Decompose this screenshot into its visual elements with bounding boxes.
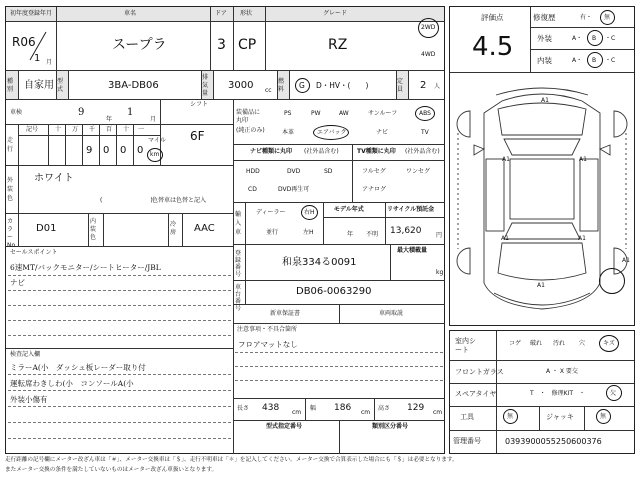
max-load-kg: kg xyxy=(436,269,444,276)
roof xyxy=(510,159,574,219)
reg-date-label: 初年度登録年月 xyxy=(10,10,53,17)
equip-tv: TV xyxy=(421,129,429,136)
equipment-sublabel: (純正のみ) xyxy=(236,127,265,134)
interior-label: 内装色 xyxy=(90,218,97,241)
displacement-value: 3000 xyxy=(228,80,254,91)
ext-grade-b: B xyxy=(592,35,597,42)
manage-value: 0393900055250600376 xyxy=(505,437,602,446)
car-name-label: 車名 xyxy=(124,10,137,17)
length-cm: cm xyxy=(292,409,302,416)
model-year-unknown: 不明 xyxy=(366,231,379,238)
equip-aw: AW xyxy=(339,110,349,117)
cc-unit: cc xyxy=(265,87,272,94)
height-value: 129 xyxy=(407,403,425,413)
import-label: 輸入車 xyxy=(235,211,242,236)
damage-mark: A1 xyxy=(541,97,549,104)
max-load-label: 最大積載量 xyxy=(397,247,428,254)
grade-label: グレード xyxy=(323,10,348,17)
rear-bumper xyxy=(494,293,590,305)
mileage-digit: 0 xyxy=(120,145,127,156)
reg-month: 1 xyxy=(34,53,41,64)
checker-line3: 外装小傷有 xyxy=(10,395,48,404)
import-dealer: ディーラー xyxy=(256,209,286,216)
ext-label: 外装 xyxy=(537,34,552,43)
rear-window xyxy=(504,223,580,239)
ac-value: AAC xyxy=(194,223,215,234)
mileage-header: 十 xyxy=(123,126,130,133)
points-line1: 6速MT/バックモニター/シートヒーター/JBL xyxy=(10,263,161,272)
equipment-label: 装備品に丸印 xyxy=(236,109,261,124)
type-spec-label: 型式指定番号 xyxy=(266,423,303,430)
length-value: 438 xyxy=(262,403,280,413)
equip-sunroof: サンルーフ xyxy=(368,110,398,117)
reg-year: R06 xyxy=(12,35,36,49)
recycle-label: リサイクル預託金 xyxy=(387,206,435,213)
inspection-month: 1 xyxy=(127,107,134,118)
reg-value: 和泉334る0091 xyxy=(282,257,357,268)
mileage-header: 記号 xyxy=(26,126,39,133)
chassis-label: 車台番号 xyxy=(235,284,242,312)
exterior-note: 色替車は色替と記入 xyxy=(152,197,207,204)
score-label: 評価点 xyxy=(481,13,504,22)
colorno-value: D01 xyxy=(36,223,57,234)
exterior-label: 外装色 xyxy=(7,177,14,202)
seat-item: 汚れ xyxy=(553,340,566,347)
displacement-label: 排気量 xyxy=(202,74,209,97)
repair-selected: 無 xyxy=(604,14,611,21)
shape-label: 形状 xyxy=(240,10,253,17)
import-left: 左H xyxy=(303,229,314,236)
kind-value: 自家用 xyxy=(24,80,54,91)
int-label: 内装 xyxy=(537,56,552,65)
notes-line1: フロアマットなし xyxy=(238,340,298,349)
navi-dvdplay: DVD再生可 xyxy=(278,186,310,193)
mileage-digit: 0 xyxy=(137,145,144,156)
inspection-year-unit: 年 xyxy=(106,116,113,123)
points-line2: ナビ xyxy=(10,278,25,287)
navi-cd: CD xyxy=(248,186,257,193)
door-left xyxy=(486,159,504,231)
fuel-label: 燃料 xyxy=(278,78,285,93)
tv-sub: (社外品含む) xyxy=(405,148,440,155)
mileage-header: 万 xyxy=(72,126,79,133)
mirror-left xyxy=(474,145,484,155)
reg-month-unit: 月 xyxy=(46,59,53,66)
doors-value: 3 xyxy=(217,37,226,53)
import-parallel: 並行 xyxy=(266,229,279,236)
equip-navi: ナビ xyxy=(376,129,389,136)
shape-value: CP xyxy=(238,37,257,53)
ac-label: 冷房 xyxy=(170,221,177,236)
equip-ps: PS xyxy=(284,110,292,117)
colorno-label: カラーNo. xyxy=(7,218,17,249)
seat-item: 破れ xyxy=(530,340,543,347)
seat-selected: キズ xyxy=(603,340,615,347)
recycle-value: 13,620 xyxy=(390,226,422,236)
length-label: 長さ xyxy=(237,405,250,412)
mileage-header: 百 xyxy=(106,126,113,133)
fuel-g: G xyxy=(299,81,305,90)
capacity-label: 定員 xyxy=(397,78,404,93)
seat-item: コゲ xyxy=(509,340,522,347)
checker-line2: 運転席わきしわ(小 コンソールA(小 xyxy=(10,379,134,388)
damage-mark: A1 xyxy=(622,257,630,264)
jack-selected: 無 xyxy=(600,413,607,420)
seat-label: 室内シート xyxy=(455,337,476,354)
mileage-headers xyxy=(18,126,160,135)
mirror-right xyxy=(600,145,610,155)
windshield xyxy=(504,139,580,155)
model-label: 型式 xyxy=(57,78,64,93)
checker-line1: ミラーA(小 ダッシュ板レーダー取り付 xyxy=(10,363,146,372)
capacity-value: 2 xyxy=(420,80,427,91)
doors-label: ドア xyxy=(215,10,227,17)
footer-line2: またメーター交換の条件を満たしていないものはメーター改ざん車扱いとなります。 xyxy=(5,467,218,473)
tire-front-right xyxy=(614,111,627,137)
height-cm: cm xyxy=(433,409,443,416)
jack-label: ジャッキ xyxy=(546,413,574,421)
score-value: 4.5 xyxy=(472,32,514,62)
mileage-digit: 9 xyxy=(86,145,93,156)
glass-label: フロントガラス xyxy=(455,368,504,376)
class-spec-label: 類別区分番号 xyxy=(372,423,409,430)
spare-items: T ・ 修理KIT ・ xyxy=(530,390,586,397)
points-label: セールスポイント xyxy=(10,249,58,256)
ext-grade-c: ・C xyxy=(605,35,616,42)
tire-front-left xyxy=(457,111,470,137)
reg-label: 登録番号 xyxy=(235,250,242,278)
car-name: スープラ xyxy=(112,37,167,53)
manage-label: 管理番号 xyxy=(453,437,481,445)
equip-leather: 本革 xyxy=(282,129,295,136)
tools-selected: 無 xyxy=(507,413,514,420)
int-grade-b: B xyxy=(592,57,597,64)
manual-label: 車両取説 xyxy=(379,310,404,317)
navi-label: ナビ種類に丸印 xyxy=(250,148,293,155)
tools-label: 工具 xyxy=(460,413,474,421)
navi-sd: SD xyxy=(324,168,333,175)
spare-tire-circle xyxy=(599,268,625,294)
height-label: 高さ xyxy=(378,405,391,412)
spare-label: スペアタイヤ xyxy=(455,390,497,398)
shift-label: シフト xyxy=(190,101,209,108)
footer-line1: 走行距離の記号欄にメーター改ざん車は「＃」、メーター交換車は「＄」、走行不明車は「＊」を記入してください。メーター交換で合算表示した場合にも「＄」は必要となります。 xyxy=(5,457,458,463)
width-value: 186 xyxy=(334,403,352,413)
model-value: 3BA-DB06 xyxy=(108,80,159,91)
trunk xyxy=(498,243,586,280)
mileage-unit-mile: マイル xyxy=(148,137,166,144)
shift-value: 6F xyxy=(190,129,205,143)
drive-2wd: 2WD xyxy=(421,24,436,31)
exterior-color: ホワイト xyxy=(34,173,74,184)
mileage-header: 一 xyxy=(138,126,145,133)
tv-analog: アナログ xyxy=(362,186,387,193)
import-right: 右H xyxy=(304,209,315,216)
navi-hdd: HDD xyxy=(246,168,260,175)
tv-fullseg: フルセグ xyxy=(362,168,386,175)
mileage-unit-km: km xyxy=(150,151,160,158)
exterior-paren: ( ) xyxy=(100,197,153,204)
model-year-label: モデル年式 xyxy=(334,206,364,213)
recycle-yen: 円 xyxy=(436,232,443,239)
tv-label: TV種類に丸印 xyxy=(357,148,396,155)
damage-mark: A1 xyxy=(537,282,545,289)
spare-selected: 欠 xyxy=(610,390,617,397)
notes-label: 注意事項・不具合箇所 xyxy=(237,326,298,333)
mileage-header: 十 xyxy=(55,126,62,133)
equip-abs: ABS xyxy=(419,110,431,117)
door-right xyxy=(579,156,598,231)
int-grade-a: A・ xyxy=(572,57,583,64)
damage-mark: A1 xyxy=(578,235,586,242)
equip-airbag: エアバック xyxy=(317,129,347,136)
navi-dvd: DVD xyxy=(287,168,301,175)
chassis-value: DB06-0063290 xyxy=(296,286,372,297)
damage-mark: A1 xyxy=(502,156,510,163)
hood xyxy=(498,103,586,135)
body-outline xyxy=(484,94,600,309)
kind-label: 種別 xyxy=(7,78,14,93)
mileage-header: 千 xyxy=(89,126,96,133)
checker-label: 検査記入欄 xyxy=(10,351,41,358)
inspection-label: 車検 xyxy=(10,109,23,116)
width-cm: cm xyxy=(361,409,371,416)
mileage-label: 走行 xyxy=(7,137,14,153)
mileage-digit: 0 xyxy=(103,145,110,156)
grade-value: RZ xyxy=(328,37,348,53)
newcar-label: 新車保証書 xyxy=(270,310,301,317)
equip-pw: PW xyxy=(311,110,321,117)
capacity-unit: 人 xyxy=(434,83,441,90)
drive-4wd: 4WD xyxy=(421,51,436,58)
ext-grade-a: A・ xyxy=(572,35,583,42)
glass-value: A ・ X 要交 xyxy=(546,368,578,375)
damage-mark: A1 xyxy=(579,156,587,163)
fuel-rest: D・HV・( ) xyxy=(316,81,369,90)
seat-item: 穴 xyxy=(579,340,586,347)
navi-sub: (社外品含む) xyxy=(304,148,339,155)
int-grade-c: ・C xyxy=(605,57,616,64)
width-label: 幅 xyxy=(310,405,317,412)
inspection-month-unit: 月 xyxy=(150,116,157,123)
tv-oneseg: ワンセグ xyxy=(406,168,431,175)
damage-mark: A1 xyxy=(501,235,509,242)
inspection-year: 9 xyxy=(78,107,85,118)
repair-options: 有・ xyxy=(580,14,593,21)
model-year-unit: 年 xyxy=(347,231,354,238)
tire-rear-left xyxy=(457,248,470,274)
repair-label: 修復歴 xyxy=(533,13,556,22)
